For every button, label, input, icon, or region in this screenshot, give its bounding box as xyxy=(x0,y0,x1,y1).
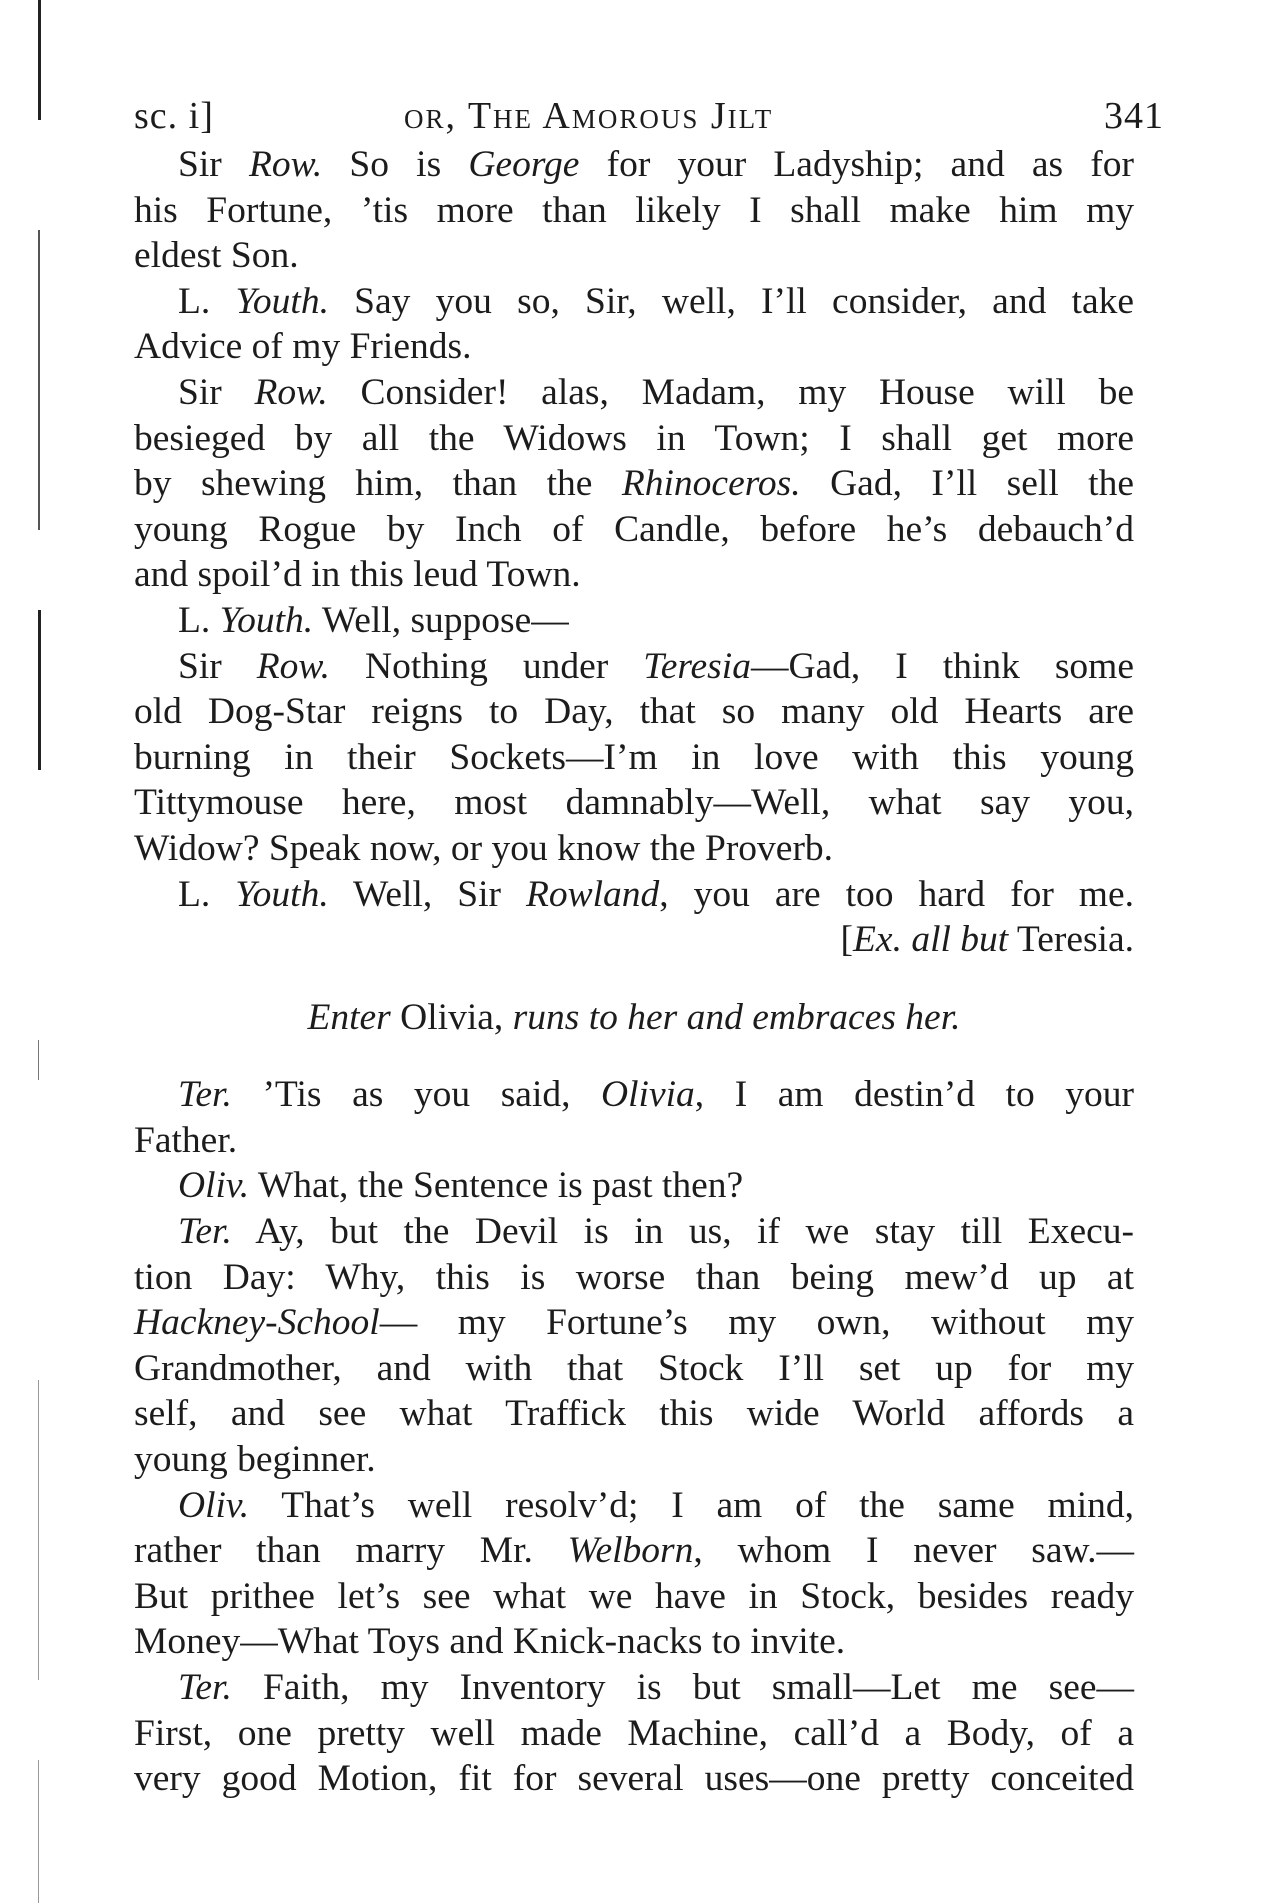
stage-direction xyxy=(134,995,1134,1041)
text-segment: burning in their Sockets—I’m in love with this young xyxy=(134,736,1134,778)
text-segment: and spoil’d in this leud Town. xyxy=(134,554,581,596)
text-segment: by shewing him, than the xyxy=(134,463,622,505)
text-segment: Consider! alas, Madam, my House will be xyxy=(327,371,1134,413)
text-segment: Well, suppose— xyxy=(313,599,569,641)
text-line xyxy=(134,1391,1134,1437)
text-segment: That’s well resolv’d; I am of the same mind, xyxy=(249,1484,1134,1526)
italic-segment: Row. xyxy=(254,371,328,413)
binding-edge-shadow xyxy=(38,0,41,120)
text-segment: L. xyxy=(178,599,220,641)
italic-segment: Olivia xyxy=(601,1074,695,1116)
text-segment: What, the Sentence is past then? xyxy=(249,1165,744,1207)
text-line xyxy=(134,461,1134,507)
text-line xyxy=(134,1346,1134,1392)
text-segment: Sir xyxy=(178,645,257,687)
text-line xyxy=(134,644,1134,690)
text-segment: old Dog-Star reigns to Day, that so many old Hearts are xyxy=(134,691,1134,733)
binding-edge-shadow xyxy=(38,1380,39,1680)
section-spacer xyxy=(134,963,1134,995)
text-line xyxy=(134,416,1134,462)
binding-edge-shadow xyxy=(38,610,41,770)
italic-segment: Ex. all but xyxy=(853,919,1009,961)
italic-segment: Rhinoceros. xyxy=(621,463,801,505)
italic-segment: Ter. xyxy=(178,1211,232,1253)
text-segment: Widow? Speak now, or you know the Proverb. xyxy=(134,827,834,869)
text-line xyxy=(134,1255,1134,1301)
italic-segment: runs to her and embraces her. xyxy=(512,996,961,1038)
text-segment: L. xyxy=(178,280,236,322)
text-line xyxy=(134,507,1134,553)
text-segment: L. xyxy=(178,873,236,915)
text-line xyxy=(134,1209,1134,1255)
text-segment: Father. xyxy=(134,1119,238,1161)
text-segment: — my Fortune’s my own, without my xyxy=(379,1302,1134,1344)
text-segment: Tittymouse here, most damnably—Well, what say you, xyxy=(134,782,1134,824)
text-line xyxy=(134,1072,1134,1118)
text-line xyxy=(134,1300,1134,1346)
text-line xyxy=(134,142,1134,188)
italic-segment: Welborn xyxy=(567,1530,694,1572)
text-line xyxy=(134,1574,1134,1620)
italic-segment: Enter xyxy=(307,996,391,1038)
text-segment: young beginner. xyxy=(134,1439,376,1481)
scene-reference: sc. i] xyxy=(134,95,214,137)
text-segment: tion Day: Why, this is worse than being mew’d up at xyxy=(134,1256,1134,1298)
italic-segment: Rowland xyxy=(525,873,660,915)
italic-segment: Teresia xyxy=(643,645,751,687)
text-segment: self, and see what Traffick this wide World affords a xyxy=(134,1393,1134,1435)
running-title: or, The Amorous Jilt xyxy=(404,95,774,137)
italic-segment: Ter. xyxy=(178,1667,232,1708)
text-segment: , whom I never saw.— xyxy=(693,1530,1134,1572)
text-line xyxy=(134,1756,1134,1802)
text-line xyxy=(134,1118,1134,1164)
text-segment: for your Ladyship; and as for xyxy=(579,144,1134,185)
text-segment: Ay, but the Devil is in us, if we stay till Execu- xyxy=(231,1211,1134,1253)
text-segment: But prithee let’s see what we have in Stock, besides ready xyxy=(134,1575,1134,1617)
text-line xyxy=(134,552,1134,598)
italic-segment: Ter. xyxy=(178,1074,232,1116)
italic-segment: Youth. xyxy=(219,599,314,641)
text-line xyxy=(134,324,1134,370)
text-segment: ’Tis as you said, xyxy=(231,1074,602,1116)
binding-edge-shadow xyxy=(38,1760,39,1903)
text-segment: Nothing under xyxy=(330,645,644,687)
text-line xyxy=(134,780,1134,826)
binding-edge-shadow xyxy=(38,1040,39,1080)
text-line xyxy=(134,279,1134,325)
text-segment: eldest Son. xyxy=(134,235,299,277)
text-segment: [ xyxy=(840,919,854,961)
italic-segment: Youth. xyxy=(235,280,329,322)
text-segment: Sir xyxy=(178,144,249,185)
text-segment: , I am destin’d to your xyxy=(694,1074,1134,1116)
text-line xyxy=(134,1619,1134,1665)
text-segment: very good Motion, fit for several uses—one pretty conceited xyxy=(134,1758,1134,1800)
text-line xyxy=(134,1483,1134,1529)
text-line xyxy=(134,1711,1134,1757)
text-line xyxy=(134,370,1134,416)
section-spacer xyxy=(134,1040,1134,1072)
text-segment: Money—What Toys and Knick-nacks to invite. xyxy=(134,1621,846,1663)
running-header xyxy=(134,94,1164,144)
text-segment: —Gad, I think some xyxy=(750,645,1134,687)
text-line xyxy=(134,1437,1134,1483)
text-segment: Grandmother, and with that Stock I’ll set up for my xyxy=(134,1347,1134,1389)
text-segment: , you are too hard for me. xyxy=(659,873,1134,915)
text-segment: Say you so, Sir, well, I’ll consider, and take xyxy=(328,280,1134,322)
exit-direction xyxy=(134,917,1134,963)
italic-segment: Row. xyxy=(256,645,331,687)
italic-segment: Oliv. xyxy=(178,1165,250,1207)
italic-segment: Oliv. xyxy=(178,1484,250,1526)
italic-segment: Youth. xyxy=(235,873,329,915)
text-line xyxy=(134,1665,1134,1711)
italic-segment: George xyxy=(468,144,580,185)
text-segment: Teresia. xyxy=(1008,919,1134,961)
text-line xyxy=(134,233,1134,279)
text-line xyxy=(134,872,1134,918)
text-segment: Well, Sir xyxy=(328,873,526,915)
text-segment: So is xyxy=(322,144,469,185)
text-segment: First, one pretty well made Machine, call’d a Body, of a xyxy=(134,1712,1134,1754)
text-segment: young Rogue by Inch of Candle, before he’s debauch’d xyxy=(134,508,1134,550)
text-segment: Gad, I’ll sell the xyxy=(800,463,1134,505)
text-segment: rather than marry Mr. xyxy=(134,1530,568,1572)
italic-segment: Hackney-School xyxy=(134,1302,380,1344)
binding-edge-shadow xyxy=(38,230,40,530)
text-line xyxy=(134,1528,1134,1574)
page-number: 341 xyxy=(1104,95,1164,137)
text-line xyxy=(134,1163,1134,1209)
text-line xyxy=(134,826,1134,872)
play-text-body xyxy=(134,142,1134,1802)
italic-segment: Row. xyxy=(248,144,323,185)
text-segment: Faith, my Inventory is but small—Let me see— xyxy=(231,1667,1134,1708)
text-line xyxy=(134,735,1134,781)
text-line xyxy=(134,188,1134,234)
text-segment: Olivia, xyxy=(390,996,513,1038)
text-line xyxy=(134,689,1134,735)
text-segment: his Fortune, ’tis more than likely I shall make him my xyxy=(134,189,1134,231)
text-line xyxy=(134,598,1134,644)
text-segment: Sir xyxy=(178,371,255,413)
text-segment: Advice of my Friends. xyxy=(134,326,472,368)
text-segment: besieged by all the Widows in Town; I shall get more xyxy=(134,417,1134,459)
